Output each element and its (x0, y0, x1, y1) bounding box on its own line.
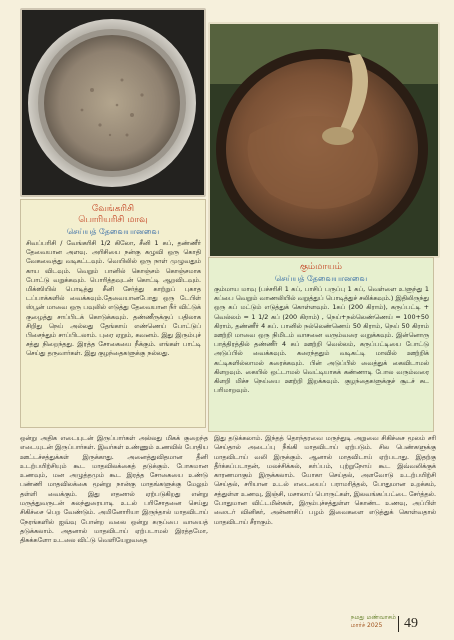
right-recipe-box (208, 257, 434, 432)
rice-flour-bowl-illustration (22, 10, 204, 195)
left-recipe-body: சிவப்பரிசி / வேங்கரிசி 1/2 கிலோ, சீனி 1 கப், தண்ணீர் தேவையான அளவு. அரிசியை நன்கு கழுவி ஒரு கொதி வேகவைத்து வடிகட்டவும். வெயிலில் ஒரு நாள் முழுவதும் காய விடவும். வெறும் பானில் கொஞ்சம் கொஞ்சமாக போட்டு வறுக்கவும். பொரித்தவுடன் கொட்டி ஆறவிடவும். மிக்ஸியில் பொடித்து சீனி சேர்த்து காற்றுப் புகாத டப்பாக்களில் வைக்கவும்.தேவையானபோது ஒரு டேபிள் ஸ்பூன் மாவை ஒரு பவுலில் எடுத்து தேவையான நீர் விட்டுக் குழைத்து சாப்பிடக் கொடுக்கவும். தண்ணீருக்குப் பதிலாக சிறிது நெய் அல்லது தேங்காய் எண்ணெய் போட்டுப் பிசைந்தும் சாப்பிடலாம். புரை ஏறும், கவனம். இது இரும்புச் சத்து நிறைந்தது. இரத்த சோகையை நீக்கும். எங்கள் பாட்டி செய்து தருவார்கள். இது குழந்தைகளுக்கு நல்லது. (26, 239, 201, 358)
article-column-left: ஒன்று அதிக எடையுடன் இருப்பார்கள் அல்லது மிகக் குறைந்த எடையுடன் இருப்பார்கள். இவர்கள் உண்ணும் உணவில் போதிய ஊட்டச்சத்துக்கள் இருக்காது. அனைத்துவிதமான தீனி உடற்பயிற்சியும் கூட மாதவிலக்கைத் தடுக்கும். போசுமான உணவும், மன அழுத்தமும் கூட இரத்த சோகையை உண்டு பண்ணி மாதவிலக்கை மூன்று நான்கு மாதங்களுக்கு மேலும் தள்ளி வைக்கும். இது எதனால் ஏற்படுகிறது என்று மருத்துவருடன் கலந்துரையாடி உடல் பரிசோதனை செய்து சிகிச்சை பெற வேண்டும். அமினோரியா இருந்தால் மாதவிடாய் நேரங்களில் ஐவ்வு போன்ற வலை ஒன்று கருப்பை வாயைத் தடுக்கலாம். அதனால் மாதவிடாய் ஏற்படாமல் இரத்தமோ, திசுக்களோ உடலை விட்டு வெளியேறுவதை (20, 434, 208, 545)
left-recipe-subtitle: பொரியரிசி மாவு (78, 215, 148, 225)
kummayam-sweet-photo (208, 22, 440, 258)
left-recipe-box (20, 199, 206, 428)
rice-flour-bowl-photo (20, 8, 206, 197)
page-footer (0, 614, 454, 640)
article-column-right: இது தடுக்கலாம். இந்தத் தொந்தரவை மருந்துடி அறுவை சிகிச்சை மூலம் சரி செய்தால் அடைப்பு நீங்கி மாதவிடாய் ஏற்படும். சில பெண்களுக்கு மாதவிடாய் வலி இருக்கும். ஆனால் மாதவிடாய் ஏற்படாது. இதற்கு தீர்க்கப்படாதன், மலச்சிக்கல், கர்ப்பம், புற்றுநோய் கூட இவ்வலிக்குக் காரணமாகும் இருக்கலாம். யோகா செய்தல், அளவோடு உடற்பயிற்சி செய்தல், சரியான உடல் எடையைப் பராமரித்தல், போதுமான உறக்கம், சத்துள்ள உணவு, இஞ்சி, மசாலாப் பொருட்கள், இலவங்கப்பட்டை சேர்த்தல். போதுமான விட்டமின்கள், இரும்புச்சத்துள்ள கொண்ட உணவு, அப்பிள் ஸைடர் வினிகர், அன்னாசிப் பழம் இவைகளை எடுத்துக் கொள்வதால் மாதவிடாய் சீராகும். (214, 434, 436, 526)
magazine-credit (351, 614, 396, 630)
left-recipe-title: வேங்கரிசி (91, 204, 135, 214)
issue-date: மார்ச் 2025 (350, 622, 383, 629)
kummayam-pan-illustration (210, 24, 438, 256)
left-recipe-ingredients-heading: செய்யத் தேவையானவை (66, 227, 160, 236)
magazine-name: நமது மண்வாசம் (350, 614, 396, 621)
page-number: 49 (398, 616, 444, 632)
right-recipe-ingredients-heading: செய்யத் தேவையானவை (274, 274, 368, 283)
right-recipe-title: கும்மாயம் (299, 262, 343, 272)
right-recipe-body: கும்மாய மாவு (பச்சரிசி 1 கப், பாசிப் பருப்பு 1 கப், வெள்ளை உளுந்து 1 கப்பை வெறும் வாணலியில் வறுத்துப் பொடித்துச் சலிக்கவும்.) இதிலிருந்து ஒரு கப் மட்டும் எடுத்துக் கொள்ளவும். 1கப் (200 கிராம்), கருப்பட்டி + வெல்லம் = 1 1/2 கப் (200 கிராம்) , நெய்+நல்லெண்ணெய் = 100+50 கிராம், தண்ணீர் 4 கப். பானில் நல்லெண்ணெய் 50 கிராம், நெய் 50 கிராம் ஊற்றி மாவை ஒரு நிமிடம் வாசனை வரும்வரை வறுக்கவும். இன்னொரு பாத்திரத்தில் தண்ணீர் 4 கப் ஊற்றி வெல்லம், கருப்பட்டியை போட்டு அடுப்பில் வைக்கவும். கரைந்ததும் வடிகட்டி மாவில் ஊற்றிக் கட்டிகளில்லாமல் கரைக்கவும். பின் அடுப்பில் வைத்துக் கைவிடாமல் கிளறவும். கையில் ஒட்டாமல் வெட்டியாகக் கண்ணாடி போல வரும்வரை கிளறி மிச்ச நெய்யை ஊற்றி இறக்கவும். குழந்தைகளுக்குச் சூடச் சுட பரிமாறவும். (214, 285, 429, 395)
